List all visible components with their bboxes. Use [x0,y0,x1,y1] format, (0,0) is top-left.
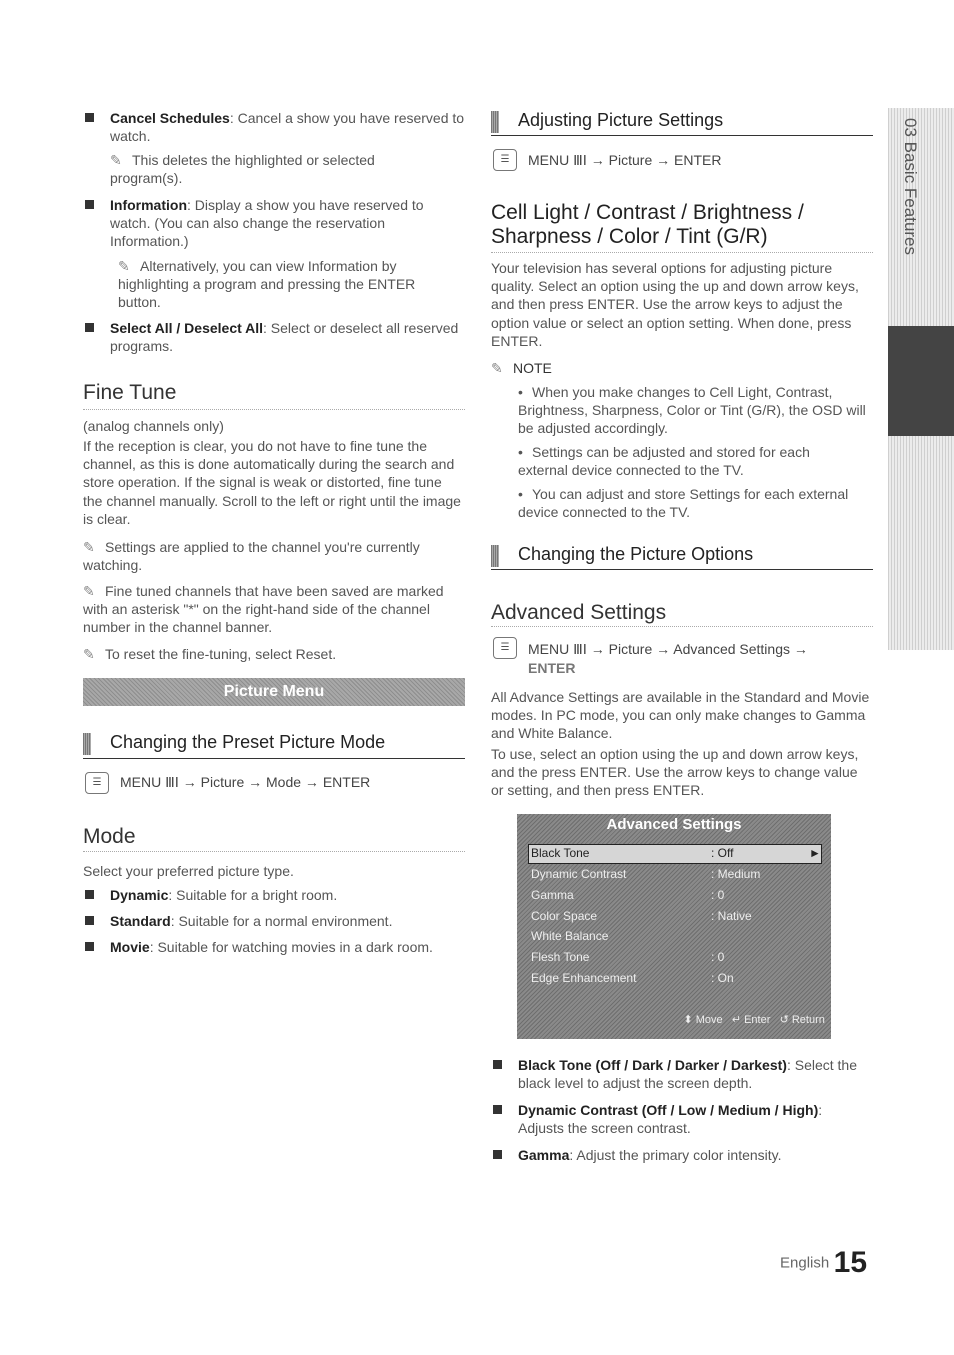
list-item: Standard: Suitable for a normal environment. [110,913,393,929]
section-banner [83,678,465,706]
note-icon: ✎ [110,152,122,168]
paragraph: To use, select an option using the up and down arrow keys, and the press ENTER. Use the arrow keys to change value or setting, and then press ENTER. [491,746,859,799]
move-icon: ⬍ [683,1014,693,1026]
section-title: Advanced Settings [491,601,667,624]
menu-icon: ☰ [493,637,517,659]
bullet-icon [493,1105,502,1114]
divider [491,135,873,136]
bullet-icon [85,200,94,209]
list-item: • You can adjust and store Settings for each external device connected to the TV. [518,486,849,521]
menu-path: MENU ⅢⅠ → Picture → ENTER [528,152,722,168]
enter-icon: ↵ [731,1014,742,1026]
note-label: ✎ NOTE [491,360,552,376]
divider [491,626,873,627]
note-icon: ✎ [491,360,503,376]
bullet-icon [85,113,94,122]
menu-icon: ☰ [493,149,517,171]
note-icon: ✎ [118,258,130,274]
menu-path: MENU ⅢⅠ → Picture → Advanced Settings → [528,641,808,657]
list-item: Movie: Suitable for watching movies in a dark room. [110,939,433,955]
osd-row[interactable]: Edge Enhancement : On [531,971,734,985]
list-item: Information: Display a show you have reserved to watch. (You can also change the reservation Information.) [110,197,424,250]
note: ✎ To reset the fine-tuning, select Reset. [83,646,337,662]
osd-row[interactable]: Flesh Tone : 0 [531,950,725,964]
section-title: Fine Tune [83,381,177,404]
osd-row[interactable]: Gamma : 0 [531,888,725,902]
subsection-title: Adjusting Picture Settings [518,110,724,130]
osd-row[interactable]: Color Space : Native [531,909,752,923]
menu-icon: ☰ [85,772,109,794]
banner-title: Picture Menu [223,683,325,700]
paragraph: If the reception is clear, you do not have to fine tune the channel, as this is done automatically during the search and store operation. If the signal is weak or distorted, fine tune the channel manually. Scroll to the left or right until the image is clear. [83,438,461,527]
bullet-icon [493,1060,502,1069]
note-icon: ✎ [83,583,95,599]
menu-path: MENU ⅢⅠ → Picture → Mode → ENTER [120,774,371,790]
note: ✎ Alternatively, you can view Information by highlighting a program and pressing the ENTER button. [118,258,416,311]
heading-marker [83,733,91,755]
bullet-icon [85,916,94,925]
osd-title: Advanced Settings [606,816,742,833]
divider [491,252,873,253]
osd-row[interactable]: Dynamic Contrast : Medium [531,867,761,881]
section-title: Mode [83,825,136,848]
note-icon: ✎ [83,646,95,662]
chapter-tab [888,108,954,650]
osd-screenshot [517,814,831,1039]
menu-path-enter: ENTER [528,660,576,676]
heading-marker [491,111,499,133]
divider [83,758,465,759]
arrow-right-icon: ► [809,846,821,860]
chapter-label: 03 Basic Features [901,118,920,256]
paragraph: Your television has several options for adjusting picture quality. Select an option using the up and down arrow keys, and then press ENTER. Use the arrow keys to adjust the option value or select an option setting. When done, press ENTER. [491,260,859,349]
bullet-icon [85,942,94,951]
list-item: Cancel Schedules: Cancel a show you have reserved to watch. [110,110,465,145]
note: ✎ Settings are applied to the channel you're currently watching. [83,539,420,574]
list-item: Dynamic: Suitable for a bright room. [110,887,338,903]
divider [83,409,465,410]
list-item: • Settings can be adjusted and stored for each external device connected to the TV. [518,444,810,479]
bullet-icon [85,890,94,899]
page-footer [780,1246,867,1280]
chapter-tab-active [888,326,954,436]
return-icon: ↺ [779,1014,789,1026]
paragraph: All Advance Settings are available in the Standard and Movie modes. In PC mode, you can only make changes to Gamma and White Balance. [491,689,870,742]
list-item: • When you make changes to Cell Light, Contrast, Brightness, Sharpness, Color or Tint (G/R), the OSD will be adjusted accordingly. [518,384,866,437]
osd-row[interactable]: White Balance [531,929,609,943]
subsection-title: Changing the Preset Picture Mode [110,732,386,752]
divider [83,851,465,852]
list-item: Gamma: Adjust the primary color intensity. [518,1147,782,1163]
osd-footer: ⬍ Move ↵ Enter ↺ Return [683,1014,825,1026]
paragraph: Select your preferred picture type. [83,863,294,879]
divider [491,569,873,570]
language-label: English [780,1254,830,1272]
note: ✎ Fine tuned channels that have been saved are marked with an asterisk "*" on the right-hand side of the channel number in the channel banner. [83,583,444,636]
list-item: Dynamic Contrast (Off / Low / Medium / High): Adjusts the screen contrast. [518,1102,823,1137]
list-item: Select All / Deselect All: Select or deselect all reserved programs. [110,320,459,355]
section-title: Cell Light / Contrast / Brightness / Sharpness / Color / Tint (G/R) [491,201,804,248]
note: ✎ This deletes the highlighted or selected program(s). [110,152,375,187]
note-icon: ✎ [83,539,95,555]
list-item: Black Tone (Off / Dark / Darker / Darkest): Select the black level to adjust the screen depth. [518,1057,857,1092]
heading-marker [491,545,499,567]
bullet-icon [493,1150,502,1159]
subsection-title: Changing the Picture Options [518,544,754,564]
page-number: 15 [833,1246,868,1279]
bullet-icon [85,323,94,332]
osd-row[interactable]: Black Tone : Off ► [531,846,821,860]
section-subtitle: (analog channels only) [83,418,224,434]
